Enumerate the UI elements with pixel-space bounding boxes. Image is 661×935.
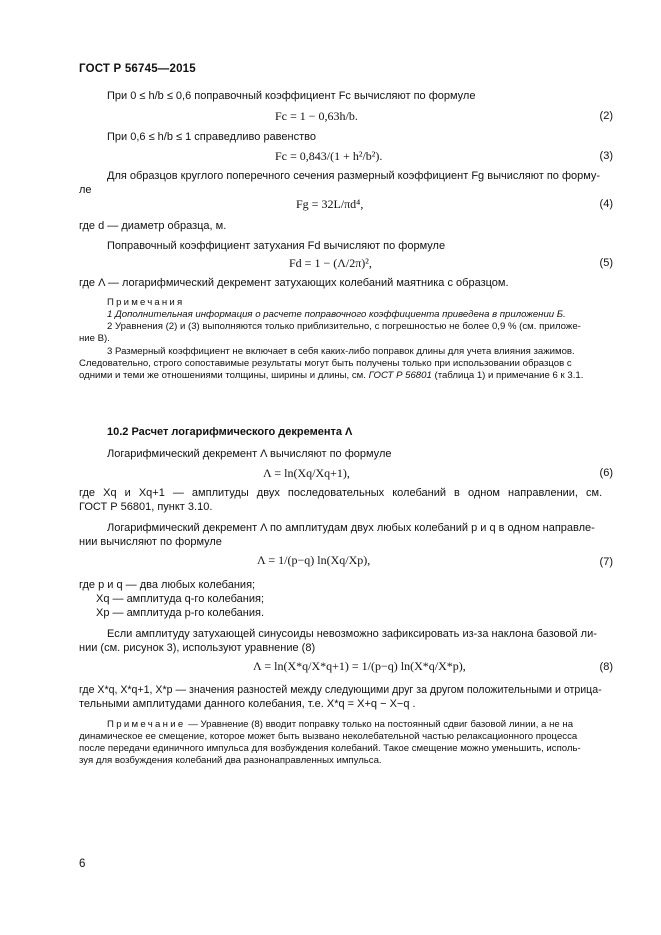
equation-number: (7) [599, 556, 613, 568]
formula-2: Fc = 1 − 0,63h/b. [275, 109, 358, 123]
note-baseline-line4: зуя для возбуждения колебаний два разнонаправленных импульса. [79, 755, 382, 766]
paragraph-lambda-pq-line1: Логарифмический декремент Λ по амплитудам двух любых колебаний p и q в одном направле- [107, 522, 595, 534]
paragraph-fd-intro: Поправочный коэффициент затухания Fd вычисляют по формуле [107, 240, 446, 252]
paragraph-d-def: где d — диаметр образца, м. [79, 220, 227, 232]
paragraph-lambda-def: где Λ — логарифмический декремент затухающих колебаний маятника с образцом. [79, 277, 509, 289]
section-heading: 10.2 Расчет логарифмического декремента Λ [107, 426, 353, 438]
paragraph-xq-def-line2: ГОСТ Р 56801, пункт 3.10. [79, 501, 213, 513]
equation-number: (5) [599, 257, 613, 269]
paragraph-xstar-def-line2: тельными амплитудами данного колебания, т.е. X*q = X+q − X−q . [79, 698, 416, 710]
paragraph-baseline-line2: нии (см. рисунок 3), используют уравнение (8) [79, 642, 316, 654]
formula-5: Fd = 1 − (Λ/2π)², [289, 256, 372, 270]
page-number: 6 [79, 858, 86, 870]
equation-number: (6) [599, 467, 613, 479]
paragraph-xstar-def-line1: где X*q, X*q+1, X*p — значения разностей между следующими друг за другом положительными и отрица- [79, 684, 602, 696]
equation-number: (2) [599, 110, 613, 122]
paragraph-lambda-pq-line2: нии вычисляют по формуле [79, 536, 222, 548]
paragraph-lambda-intro: Логарифмический декремент Λ вычисляют по формуле [107, 448, 392, 460]
note-3-line1: 3 Размерный коэффициент не включает в себя каких-либо поправок длины для учета влияния зажимов. [107, 346, 575, 357]
paragraph-baseline-line1: Если амплитуду затухающей синусоиды невозможно зафиксировать из-за наклона базовой ли- [107, 628, 597, 640]
paragraph-xq-amp: Xq — амплитуда q-го колебания; [96, 593, 265, 605]
formula-3: Fc = 0,843/(1 + h²/b²). [275, 149, 383, 163]
notes-title: Примечания [107, 297, 185, 308]
formula-7: Λ = 1/(p−q) ln(Xq/Xp), [257, 553, 371, 567]
note-baseline-line3: после передачи единичного импульса для возбуждения колебаний. Такое смещение можно уменьшить, исполь- [79, 743, 581, 754]
note-2-line1: 2 Уравнения (2) и (3) выполняются только приблизительно, с погрешностью не более 0,9 % (см. приложе- [107, 321, 581, 332]
paragraph-xq-def-line1: где Xq и Xq+1 — амплитуды двух последовательных колебаний в одном направлении, см. [79, 487, 603, 499]
note-baseline-line1: Примечание — Уравнение (8) вводит поправку только на постоянный сдвиг базовой линии, а не на [107, 719, 574, 730]
paragraph-fc-range2: При 0,6 ≤ h/b ≤ 1 справедливо равенство [107, 131, 316, 143]
formula-8: Λ = ln(X*q/X*q+1) = 1/(p−q) ln(X*q/X*p), [253, 659, 466, 673]
equation-number: (4) [599, 198, 613, 210]
paragraph-fg-line2: ле [79, 184, 92, 196]
paragraph-fc-intro: При 0 ≤ h/b ≤ 0,6 поправочный коэффициент Fc вычисляют по формуле [107, 90, 476, 102]
note-baseline-line2: динамическое ее смещение, которое может быть вызвано неколебательной частью релаксационного процесса [79, 731, 578, 742]
formula-6: Λ = ln(Xq/Xq+1), [263, 466, 350, 480]
equation-number: (8) [599, 661, 613, 673]
note-1: 1 Дополнительная информация о расчете поправочного коэффициента приведена в приложении Б. [107, 309, 566, 320]
equation-number: (3) [599, 150, 613, 162]
document-header: ГОСТ Р 56745—2015 [79, 63, 196, 75]
note-3-line3: одними и теми же отношениями толщины, ширины и длины, см. ГОСТ Р 56801 (таблица 1) и примечание 6 к 3.1. [79, 370, 584, 381]
note-2-line2: ние В). [79, 333, 110, 344]
formula-4: Fg = 32L/πd⁴, [296, 197, 364, 211]
note-3-line2: Следовательно, строго сопоставимые результаты могут быть получены только при использовании образцов с [79, 358, 572, 369]
paragraph-pq-def: где p и q — два любых колебания; [79, 579, 256, 591]
paragraph-xp-amp: Xp — амплитуда p-го колебания. [96, 607, 265, 619]
paragraph-fg-line1: Для образцов круглого поперечного сечения размерный коэффициент Fg вычисляют по форму- [107, 170, 601, 182]
